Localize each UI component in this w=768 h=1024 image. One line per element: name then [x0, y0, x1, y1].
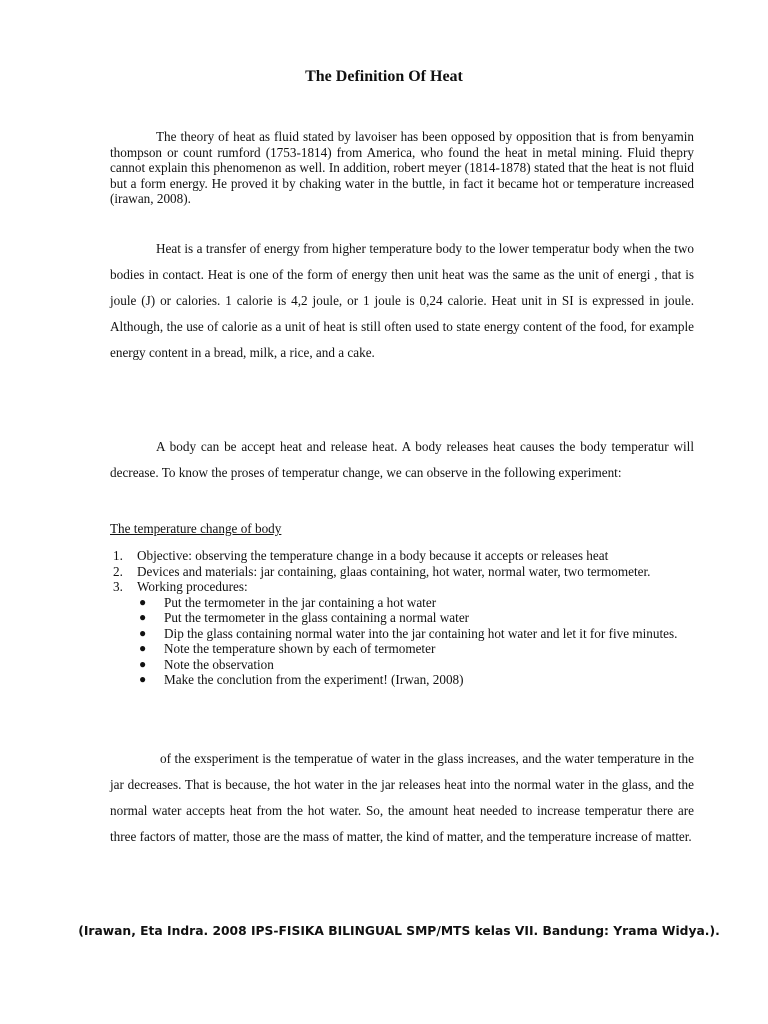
bullet-icon: ● [139, 610, 147, 624]
experiment-steps [110, 548, 694, 688]
procedure-text: Make the conclution from the experiment! (Irwan, 2008) [164, 672, 464, 687]
step-item [110, 579, 694, 688]
procedure-item [137, 595, 694, 611]
procedure-item [137, 626, 694, 642]
bullet-icon: ● [139, 594, 147, 609]
step-item [110, 548, 694, 564]
procedure-list [137, 595, 694, 688]
step-number: 1. [113, 548, 123, 563]
page-title: The Definition Of Heat [305, 68, 463, 85]
bullet-icon: ● [139, 672, 147, 686]
procedure-text: Put the termometer in the jar containing a hot water [164, 594, 437, 610]
paragraph-experiment-result: of the exsperiment is the temperatue of water in the glass increases, and the water temperature in the jar decreases. That is because, the hot water in the jar releases heat into the normal water in the glass, and the normal water accepts heat from the hot water. So, the amount heat needed to increase temperatur there are three factors of matter, those are the mass of matter, the kind of matter, and the temperature increase of matter. [110, 751, 694, 844]
procedure-item [137, 657, 694, 673]
step-text: Working procedures: [137, 579, 248, 594]
procedure-text: Put the termometer in the glass containing a normal water [164, 610, 470, 625]
procedure-item [137, 672, 694, 688]
bullet-icon: ● [139, 641, 147, 655]
step-number: 3. [113, 579, 123, 594]
step-text: Objective: observing the temperature change in a body because it accepts or releases heat [137, 548, 609, 563]
procedure-item [137, 641, 694, 657]
bullet-icon: ● [139, 656, 147, 671]
procedure-text: Note the observation [164, 656, 274, 672]
procedure-text: Note the temperature shown by each of termometer [164, 641, 436, 656]
procedure-text: Dip the glass containing normal water into the jar containing hot water and let it for five minutes. [164, 625, 678, 641]
bullet-icon: ● [139, 625, 147, 640]
step-item [110, 564, 694, 580]
reference-citation: (Irawan, Eta Indra. 2008 IPS-FISIKA BILINGUAL SMP/MTS kelas VII. Bandung: Yrama Widya.). [78, 924, 720, 938]
experiment-heading: The temperature change of body [110, 521, 282, 536]
step-number: 2. [113, 563, 123, 579]
step-text: Devices and materials: jar containing, glaas containing, hot water, normal water, two termometer. [137, 563, 651, 579]
paragraph-accept-release: A body can be accept heat and release heat. A body releases heat causes the body temperatur will decrease. To know the proses of temperatur change, we can observe in the following experiment: [110, 439, 694, 480]
paragraph-heat-definition: Heat is a transfer of energy from higher temperature body to the lower temperatur body when the two bodies in contact. Heat is one of the form of energy then unit heat was the same as the unit of energi , that is joule (J) or calories. 1 calorie is 4,2 joule, or 1 joule is 0,24 calorie. Heat unit in SI is expressed in joule. Although, the use of calorie as a unit of heat is still often used to state energy content of the food, for example energy content in a bread, milk, a rice, and a cake. [110, 241, 694, 360]
procedure-item [137, 610, 694, 626]
paragraph-heat-theory: The theory of heat as fluid stated by lavoiser has been opposed by opposition that is from benyamin thompson or count rumford (1753-1814) from America, who found the heat in metal mining. Fluid thepry cannot explain this phenomenon as well. In addition, robert meyer (1814-1878) stated that the heat is not fluid but a form energy. He proved it by chaking water in the buttle, in fact it became hot or temperature increased (irawan, 2008). [110, 129, 694, 206]
